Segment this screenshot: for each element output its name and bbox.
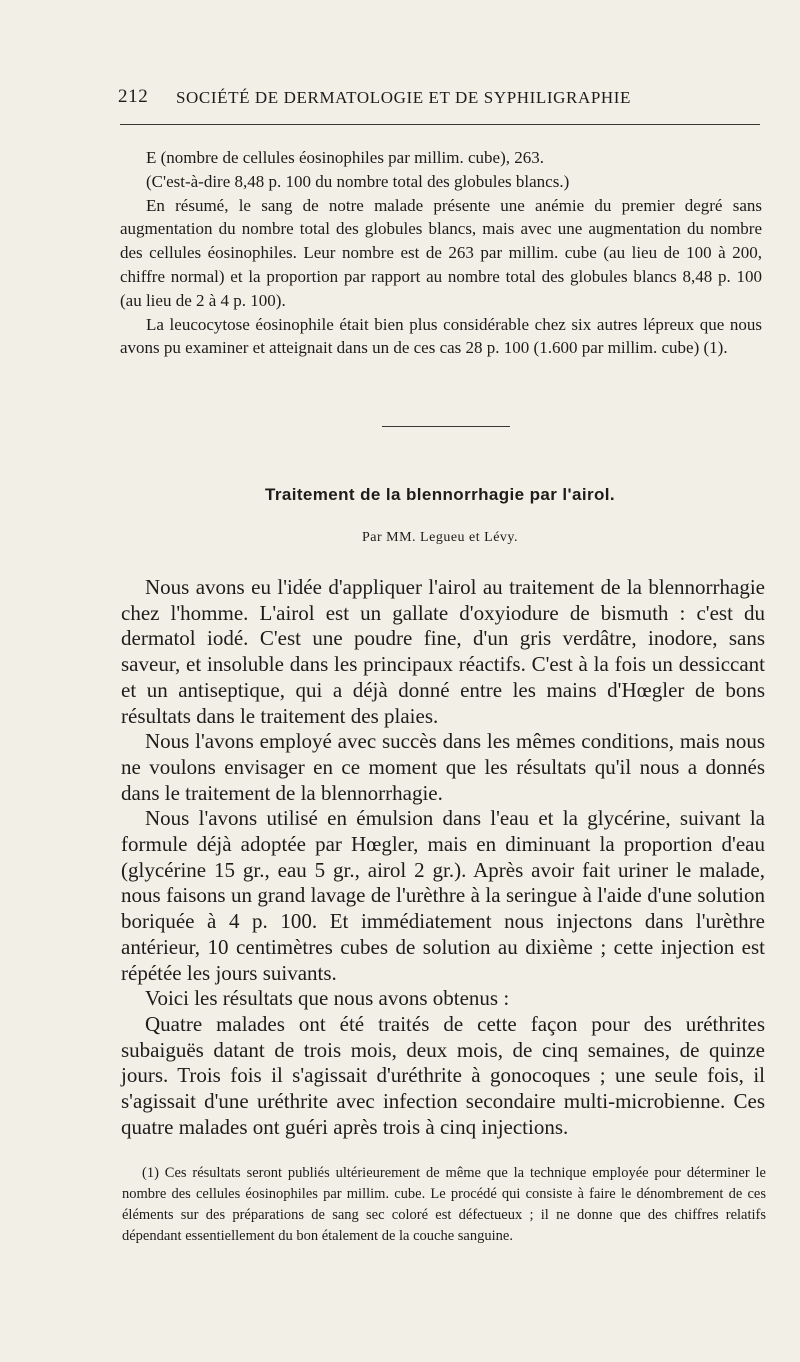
footnote [122,1163,766,1247]
article-body [121,575,765,1140]
paragraph-leucocytose: La leucocytose éosinophile était bien plus considérable chez six autres lépreux que nous avons pu examiner et atteignait dans un de ces cas 28 p. 100 (1.600 par millim. cube) (1). [120,314,762,358]
page-number: 212 [118,86,149,107]
paragraph-resume: En résumé, le sang de notre malade présente une anémie du premier degré sans augmentation du nombre total des globules blancs, mais avec une augmentation du nombre des cellules éosinophiles. Leur nombre est de 263 par millim. cube (au lieu de 100 à 200, chiffre normal) et la proportion par rapport au nombre total des globules blancs 8,48 p. 100 (au lieu de 2 à 4 p. 100). [120,195,762,310]
footnote-text: (1) Ces résultats seront publiés ultérieurement de même que la technique employée pour déterminer le nombre des cellules éosinophiles par millim. cube. Le procédé qui consiste à faire le dénombrement de ces éléments sur des préparations de sang sec coloré est défectueux ; il ne donne que des chiffres relatifs dépendant essentiellement du bon étalement de la couche sanguine. [122,1165,766,1244]
article-authors: Par MM. Legueu et Lévy. [362,530,518,545]
article-paragraph: Nous avons eu l'idée d'appliquer l'airol au traitement de la blennorrhagie chez l'homme. L'airol est un gallate d'oxyiodure de bismuth : c'est du dermatol iodé. C'est une poudre fine, d'un gris verdâtre, inodore, sans saveur, et insoluble dans les principaux réactifs. C'est à la fois un dessiccant et un antiseptique, qui a déjà donné entre les mains d'Hœgler de bons résultats dans le traitement des plaies. [121,575,765,728]
article-title: Traitement de la blennorrhagie par l'airol. [265,485,615,504]
article-paragraph: Voici les résultats que nous avons obtenus : [145,986,510,1011]
article-paragraph: Nous l'avons utilisé en émulsion dans l'eau et la glycérine, suivant la formule déjà adoptée par Hœgler, mais en diminuant la proportion d'eau (glycérine 15 gr., eau 5 gr., airol 2 gr.). Après avoir fait uriner le malade, nous faisons un grand lavage de l'urèthre à la seringue à l'aide d'une solution boriquée à 4 p. 100. Et immédiatement nous injectons dans l'urèthre antérieur, 10 centimètres cubes de solution au dixième ; cette injection est répétée les jours suivants. [121,806,765,985]
article-paragraph: Quatre malades ont été traités de cette façon pour des uréthrites subaiguës datant de trois mois, deux mois, de cinq semaines, de quinze jours. Trois fois il s'agissait d'uréthrite à gonocoques ; une seule fois, il s'agissait d'une uréthrite avec infection secondaire multi-microbienne. Ces quatre malades ont guéri après trois à cinq injections. [121,1011,765,1139]
previous-article-text [120,146,762,360]
section-divider [382,426,510,427]
header-rule [120,124,760,125]
paragraph-line-e: E (nombre de cellules éosinophiles par millim. cube), 263. [146,148,544,167]
paragraph-line-cest: (C'est-à-dire 8,48 p. 100 du nombre total des globules blancs.) [146,171,570,191]
running-header [118,86,758,112]
article-paragraph: Nous l'avons employé avec succès dans les mêmes conditions, mais nous ne voulons envisager en ce moment que les résultats qu'il nous a donnés dans le traitement de la blennorrhagie. [121,729,765,805]
running-title: SOCIÉTÉ DE DERMATOLOGIE ET DE SYPHILIGRAPHIE [176,88,632,107]
